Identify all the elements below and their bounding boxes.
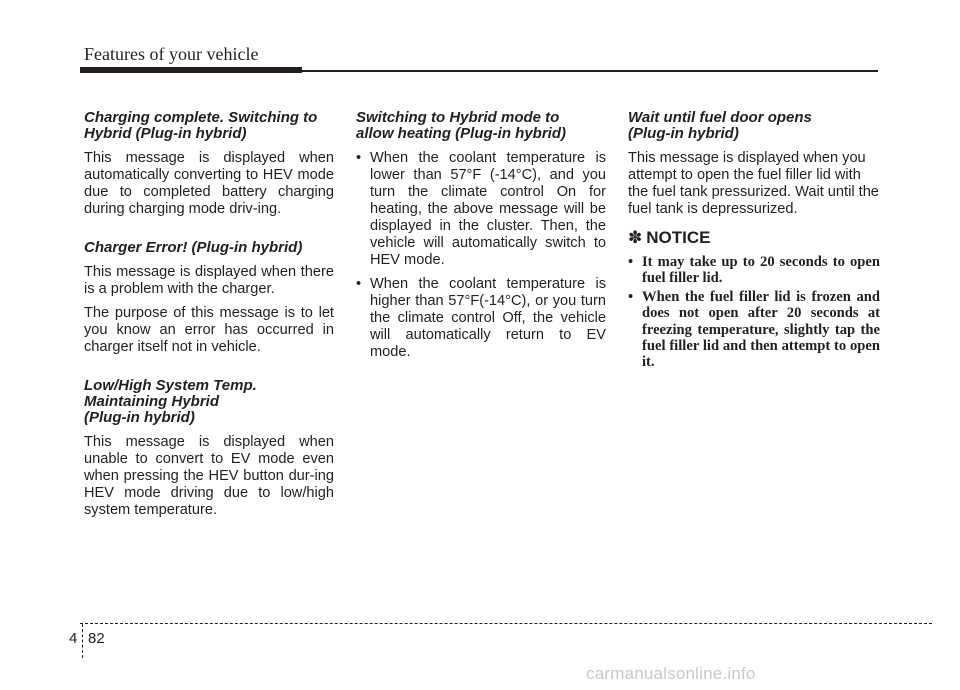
- watermark-text: carmanualsonline.info: [586, 664, 756, 683]
- header-rule-thick: [80, 67, 302, 73]
- bullet-dot: •: [356, 150, 362, 166]
- bullet-dot: •: [628, 254, 634, 270]
- section-system-temp: [84, 378, 334, 519]
- list-item: • When the fuel filler lid is frozen and does not open after 20 seconds at freezing temperature, slightly tap the fuel filler lid and then attempt to open it.: [628, 288, 880, 371]
- section-paragraph: This message is displayed when there is a problem with the charger.: [84, 264, 334, 297]
- section-paragraph: This message is displayed when you attempt to open the fuel filler lid with the fuel tank pressurized. Wait until the fuel tank is depressurized.: [628, 150, 879, 217]
- notice-heading: ✽ NOTICE: [628, 228, 711, 247]
- page-number: 82: [88, 630, 105, 647]
- section-paragraph: The purpose of this message is to let you know an error has occurred in charger itself not in vehicle.: [84, 305, 334, 355]
- list-item: • It may take up to 20 seconds to open fuel filler lid.: [628, 254, 880, 287]
- section-heading: Switching to Hybrid mode to allow heating (Plug-in hybrid): [356, 109, 566, 142]
- notice-star-icon: ✽: [628, 228, 643, 247]
- section-heading: Wait until fuel door opens (Plug-in hybrid): [628, 109, 812, 142]
- notice-list: [628, 254, 880, 371]
- section-heading: Low/High System Temp. Maintaining Hybrid (Plug-in hybrid): [84, 377, 257, 426]
- page-header-title: Features of your vehicle: [84, 44, 259, 64]
- section-charger-error: [84, 240, 334, 356]
- column-2: [356, 110, 606, 368]
- list-item: • When the coolant temperature is higher than 57°F(-14°C), or you turn the climate control Off, the vehicle will automatically return to EV mode.: [356, 276, 606, 360]
- list-item: • When the coolant temperature is lower than 57°F (-14°C), and you turn the climate control On for heating, the above message will be displayed in the cluster. Then, the vehicle will automatically switch to HEV mode.: [356, 150, 606, 268]
- footer-dashed-rule: [80, 623, 932, 624]
- footer-page-divider: [82, 624, 83, 658]
- column-1: [84, 110, 334, 541]
- header-rule-thin: [302, 70, 878, 72]
- column-3: [628, 110, 880, 373]
- bullet-list: [356, 150, 606, 361]
- section-heading: Charging complete. Switching to Hybrid (Plug-in hybrid): [84, 109, 318, 142]
- section-heading: Charger Error! (Plug-in hybrid): [84, 239, 303, 256]
- section-paragraph: This message is displayed when unable to convert to EV mode even when pressing the HEV button dur-ing HEV mode driving due to low/high system temperature.: [84, 434, 334, 518]
- section-charging-complete: [84, 110, 334, 218]
- bullet-dot: •: [628, 288, 634, 305]
- bullet-dot: •: [356, 276, 362, 292]
- section-paragraph: This message is displayed when automatically converting to HEV mode due to completed battery charging during charging mode driv-ing.: [84, 150, 334, 217]
- chapter-number: 4: [69, 630, 78, 647]
